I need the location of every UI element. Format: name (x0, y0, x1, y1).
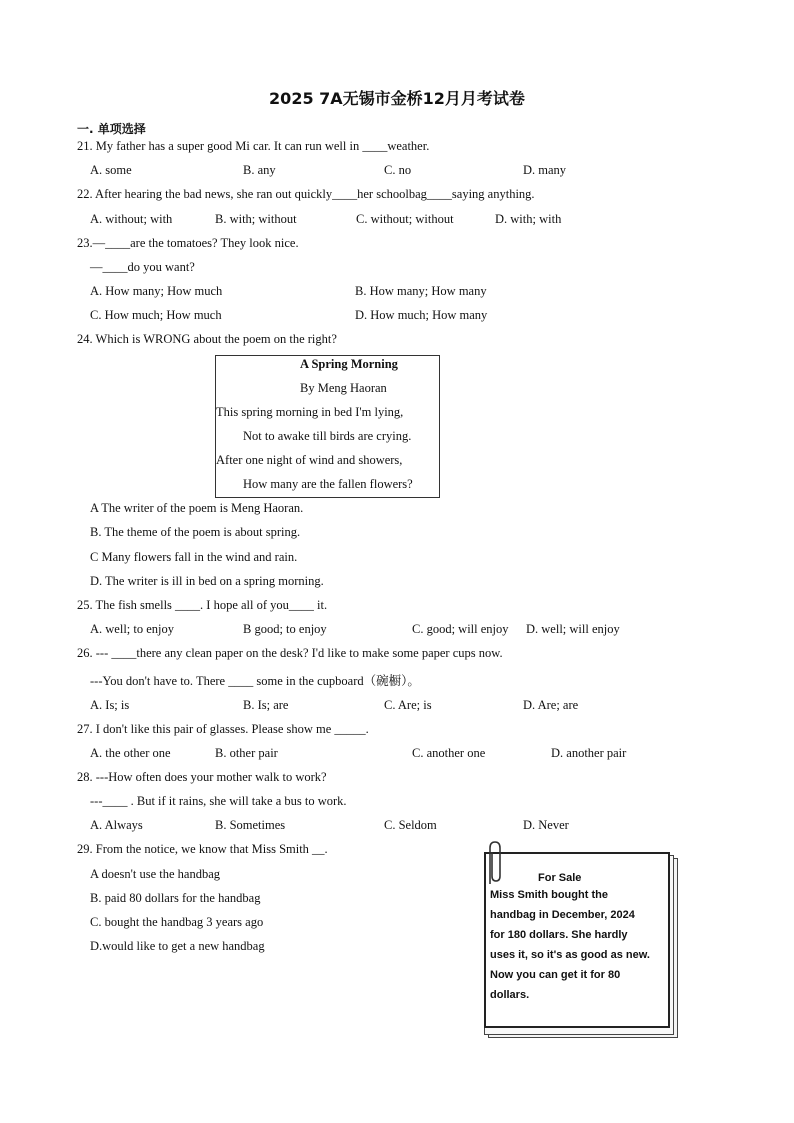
question-29-stem: 29. From the notice, we know that Miss Smith __. (77, 842, 328, 856)
q29-option-d[interactable]: D.would like to get a new handbag (90, 939, 265, 953)
q22-option-c[interactable]: C. without; without (356, 212, 454, 226)
notice-heading: For Sale (538, 872, 582, 884)
notice-line: uses it, so it's as good as new. (490, 949, 650, 961)
paper-clip-icon (482, 840, 506, 886)
q26-option-d[interactable]: D. Are; are (523, 698, 579, 712)
q26-option-c[interactable]: C. Are; is (384, 698, 432, 712)
question-24-stem: 24. Which is WRONG about the poem on the right? (77, 332, 337, 346)
q23-option-d[interactable]: D. How much; How many (355, 308, 488, 322)
poem-author: By Meng Haoran (300, 381, 387, 395)
question-22-stem: 22. After hearing the bad news, she ran out quickly____her schoolbag____saying anything. (77, 187, 535, 201)
q29-option-a[interactable]: A doesn't use the handbag (90, 867, 221, 881)
page-title: 2025 7A无锡市金桥12月月考试卷 (269, 89, 525, 108)
q29-option-c[interactable]: C. bought the handbag 3 years ago (90, 915, 264, 929)
q26-option-a[interactable]: A. Is; is (90, 698, 130, 712)
q28-option-a[interactable]: A. Always (90, 818, 143, 832)
q28-option-d[interactable]: D. Never (523, 818, 569, 832)
section-heading: 一. 单项选择 (77, 122, 146, 136)
notice-line: for 180 dollars. She hardly (490, 929, 628, 941)
q28-option-c[interactable]: C. Seldom (384, 818, 437, 832)
q28-option-b[interactable]: B. Sometimes (215, 818, 286, 832)
q26-option-b[interactable]: B. Is; are (243, 698, 289, 712)
poem-title: A Spring Morning (300, 357, 398, 371)
q27-option-d[interactable]: D. another pair (551, 746, 627, 760)
notice-line: Now you can get it for 80 (490, 969, 621, 981)
q27-option-a[interactable]: A. the other one (90, 746, 171, 760)
q23-option-b[interactable]: B. How many; How many (355, 284, 487, 298)
q21-option-b[interactable]: B. any (243, 163, 276, 177)
q23-option-c[interactable]: C. How much; How much (90, 308, 222, 322)
question-25-stem: 25. The fish smells ____. I hope all of you____ it. (77, 598, 328, 612)
question-28-stem: 28. ---How often does your mother walk to work? (77, 770, 327, 784)
q24-option-b[interactable]: B. The theme of the poem is about spring. (90, 525, 301, 539)
q24-option-a[interactable]: A The writer of the poem is Meng Haoran. (90, 501, 304, 515)
q21-option-a[interactable]: A. some (90, 163, 132, 177)
notice-line: handbag in December, 2024 (490, 909, 635, 921)
q21-option-d[interactable]: D. many (523, 163, 567, 177)
q27-option-c[interactable]: C. another one (412, 746, 486, 760)
poem-box (215, 355, 440, 498)
for-sale-notice (478, 840, 678, 1040)
q24-option-c[interactable]: C Many flowers fall in the wind and rain. (90, 550, 298, 564)
question-28-stem-2: ---____ . But if it rains, she will take a bus to work. (90, 794, 347, 808)
notice-paper (484, 852, 670, 1028)
q25-option-c[interactable]: C. good; will enjoy (412, 622, 509, 636)
q22-option-b[interactable]: B. with; without (215, 212, 297, 226)
poem-line: This spring morning in bed I'm lying, (216, 405, 404, 419)
notice-line: Miss Smith bought the (490, 889, 608, 901)
q25-option-b[interactable]: B good; to enjoy (243, 622, 327, 636)
q22-option-d[interactable]: D. with; with (495, 212, 562, 226)
poem-line: Not to awake till birds are crying. (243, 429, 412, 443)
q25-option-d[interactable]: D. well; will enjoy (526, 622, 620, 636)
q24-option-d[interactable]: D. The writer is ill in bed on a spring morning. (90, 574, 324, 588)
q22-option-a[interactable]: A. without; with (90, 212, 173, 226)
q25-option-a[interactable]: A. well; to enjoy (90, 622, 175, 636)
q23-option-a[interactable]: A. How many; How much (90, 284, 223, 298)
q29-option-b[interactable]: B. paid 80 dollars for the handbag (90, 891, 261, 905)
poem-line: How many are the fallen flowers? (243, 477, 413, 491)
q27-option-b[interactable]: B. other pair (215, 746, 278, 760)
question-21-stem: 21. My father has a super good Mi car. It can run well in ____weather. (77, 139, 430, 153)
question-26-stem-2: ---You don't have to. There ____ some in the cupboard（碗橱）。 (90, 674, 420, 688)
question-26-stem: 26. --- ____there any clean paper on the desk? I'd like to make some paper cups now. (77, 646, 503, 660)
question-23-stem: 23.—____are the tomatoes? They look nice. (77, 236, 299, 250)
poem-line: After one night of wind and showers, (216, 453, 403, 467)
q21-option-c[interactable]: C. no (384, 163, 412, 177)
notice-line: dollars. (490, 989, 530, 1001)
question-27-stem: 27. I don't like this pair of glasses. Please show me _____. (77, 722, 369, 736)
question-23-stem-2: —____do you want? (90, 260, 195, 274)
